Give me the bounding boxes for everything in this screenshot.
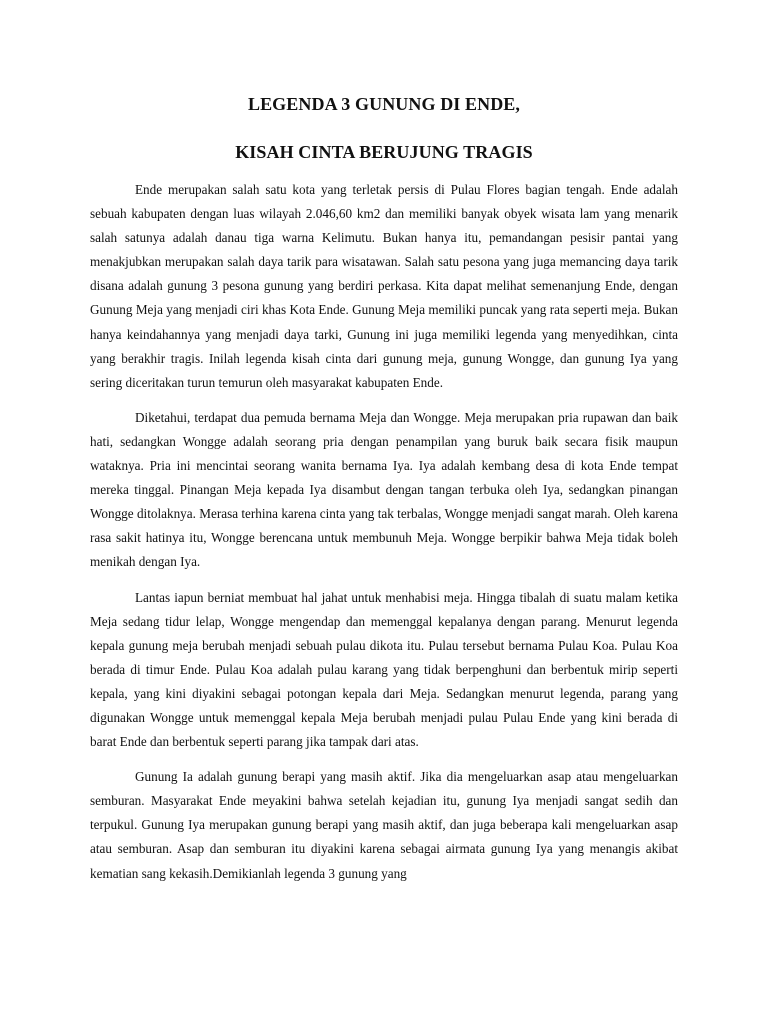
document-body xyxy=(90,178,678,897)
paragraph: Lantas iapun berniat membuat hal jahat untuk menhabisi meja. Hingga tibalah di suatu malam ketika Meja sedang tidur lelap, Wongge mengendap dan memenggal kepalanya dengan parang. Menurut legenda kepala gunung meja berubah menjadi sebuah pulau dikota itu. Pulau tersebut bernama Pulau Koa. Pulau Koa berada di timur Ende. Pulau Koa adalah pulau karang yang tidak berpenghuni dan berbentuk mirip seperti kepala, yang kini diyakini sebagai potongan kepala dari Meja. Sedangkan menurut legenda, parang yang digunakan Wongge untuk memenggal kepala Meja berubah menjadi pulau Pulau Ende yang kini berada di barat Ende dan berbentuk seperti parang jika tampak dari atas. xyxy=(90,589,678,750)
paragraph: Gunung Ia adalah gunung berapi yang masih aktif. Jika dia mengeluarkan asap atau mengeluarkan semburan. Masyarakat Ende meyakini bahwa setelah kejadian itu, gunung Iya menjadi sangat sedih dan terpukul. Gunung Iya merupakan gunung berapi yang masih aktif, dan juga beberapa kali mengeluarkan asap atau semburan. Asap dan semburan itu diyakini karena sebagai airmata gunung Iya yang menangis akibat kematian sang kekasih.Demikianlah legenda 3 gunung yang xyxy=(90,769,678,881)
document-subtitle: KISAH CINTA BERUJUNG TRAGIS xyxy=(235,142,533,162)
paragraph: Diketahui, terdapat dua pemuda bernama Meja dan Wongge. Meja merupakan pria rupawan dan baik hati, sedangkan Wongge adalah seorang pria dengan penampilan yang buruk baik secara fisik maupun wataknya. Pria ini mencintai seorang wanita bernama Iya. Iya adalah kembang desa di kota Ende tempat mereka tinggal. Pinangan Meja kepada Iya disambut dengan tangan terbuka oleh Iya, sedangkan pinangan Wongge ditolaknya. Merasa terhina karena cinta yang tak terbalas, Wongge menjadi sangat marah. Oleh karena rasa sakit hatinya itu, Wongge berencana untuk membunuh Meja. Wongge berpikir bahwa Meja tidak boleh menikah dengan Iya. xyxy=(90,409,678,570)
document-title: LEGENDA 3 GUNUNG DI ENDE, xyxy=(247,94,521,114)
paragraph: Ende merupakan salah satu kota yang terletak persis di Pulau Flores bagian tengah. Ende adalah sebuah kabupaten dengan luas wilayah 2.046,60 km2 dan memiliki banyak obyek wisata lam yang menarik salah satunya adalah danau tiga warna Kelimutu. Bukan hanya itu, pemandangan pesisir pantai yang menakjubkan merupakan salah daya tarik para wisatawan. Salah satu pesona yang juga memancing daya tarik disana adalah gunung 3 pesona gunung yang berdiri perkasa. Kita dapat melihat semenanjung Ende, dengan Gunung Meja yang menjadi ciri khas Kota Ende. Gunung Meja memiliki puncak yang rata seperti meja. Bukan hanya keindahannya yang menjadi daya tarki, Gunung ini juga memiliki legenda yang menyedihkan, cinta yang berakhir tragis. Inilah legenda kisah cinta dari gunung meja, gunung Wongge, dan gunung Iya yang sering diceritakan turun temurun oleh masyarakat kabupaten Ende. xyxy=(90,182,678,390)
